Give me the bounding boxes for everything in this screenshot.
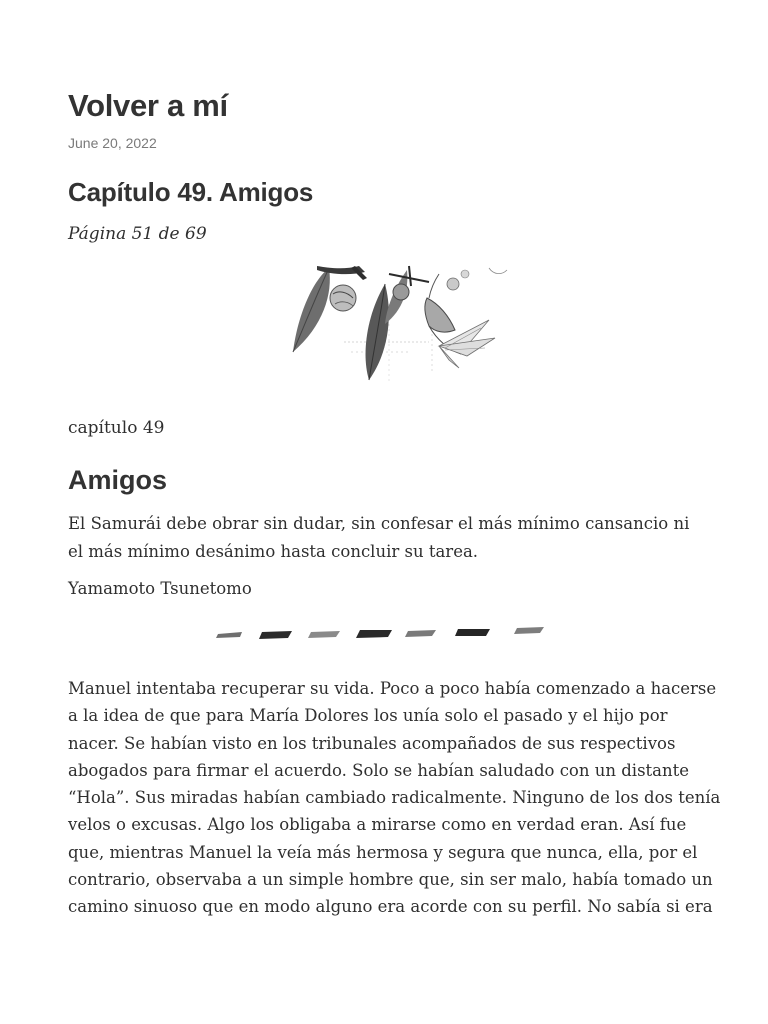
chapter-title: Capítulo 49. Amigos <box>68 177 314 207</box>
body-line: abogados para firmar el acuerdo. Solo se habían saludado con un distante <box>68 760 690 780</box>
book-title: Volver a mí <box>68 88 228 123</box>
body-line: Manuel intentaba recuperar su vida. Poco a poco había comenzado a hacerse <box>68 679 717 698</box>
epigraph-quote: El Samurái debe obrar sin dudar, sin confesar el más mínimo cansancio ni el más mínimo desánimo hasta concluir su tarea. <box>68 514 690 561</box>
section-heading: Amigos <box>68 465 168 495</box>
body-line: velos o excusas. Algo los obligaba a mirarse como en verdad eran. Así fue <box>68 815 687 835</box>
epigraph-author: Yamamoto Tsunetomo <box>68 579 252 598</box>
post-date: June 20, 2022 <box>68 135 157 151</box>
chapter-label: capítulo 49 <box>68 418 165 438</box>
body-line: nacer. Se habían visto en los tribunales acompañados de sus respectivos <box>68 733 676 753</box>
body-line: “Hola”. Sus miradas habían cambiado radicalmente. Ninguno de los dos tenía <box>68 788 721 808</box>
page-indicator: Página 51 de 69 <box>68 224 207 244</box>
body-line: contrario, observaba a un simple hombre que, sin ser malo, había tomado un <box>68 870 713 890</box>
body-line: a la idea de que para María Dolores los unía solo el pasado y el hijo por <box>68 706 668 726</box>
chapter-body <box>68 675 721 921</box>
ink-dash-separator-icon <box>216 624 546 642</box>
body-line: que, mientras Manuel la veía más hermosa y segura que nunca, ella, por el <box>68 842 698 862</box>
body-line: camino sinuoso que en modo alguno era acorde con su perfil. No sabía si era <box>68 897 713 917</box>
botanical-illustration-icon <box>289 264 509 384</box>
